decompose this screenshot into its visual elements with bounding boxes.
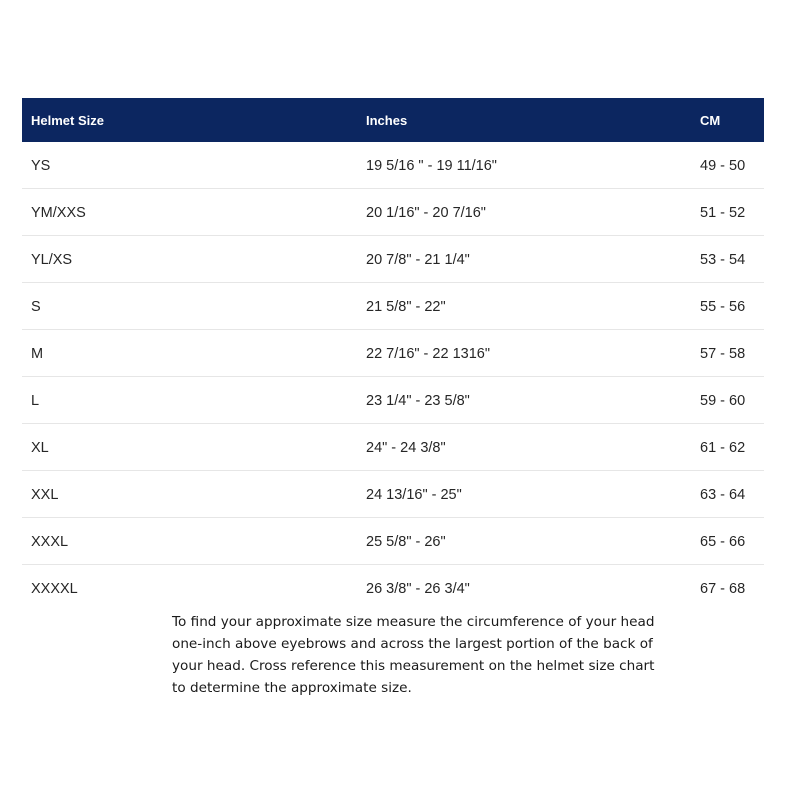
cell-cm: 59 - 60 [700,393,746,409]
table-row [22,518,764,565]
table-body [22,142,764,611]
measurement-instructions: To find your approximate size measure the circumference of your head one-inch above eyebrows and across the largest portion of the back of your head. Cross reference this measurement on the helmet size chart to determine the approximate size. [172,614,655,696]
cell-cm: 49 - 50 [700,158,746,174]
cell-size: XXXL [31,534,69,550]
cell-inches: 22 7/16" - 22 1316" [366,346,490,362]
cell-inches: 19 5/16 " - 19 11/16" [366,158,497,174]
table-row [22,424,764,471]
cell-cm: 63 - 64 [700,487,746,503]
cell-inches: 26 3/8" - 26 3/4" [366,581,470,597]
table-row [22,236,764,283]
cell-size: XXL [31,487,59,503]
cell-inches: 25 5/8" - 26" [366,534,446,550]
cell-size: XXXXL [31,581,78,597]
cell-size: M [31,346,44,362]
cell-size: YS [31,158,51,174]
cell-cm: 67 - 68 [700,581,746,597]
cell-cm: 65 - 66 [700,534,746,550]
cell-cm: 57 - 58 [700,346,746,362]
table-row [22,142,764,189]
cell-cm: 53 - 54 [700,252,746,268]
cell-size: YM/XXS [31,205,86,221]
helmet-size-table [22,98,764,611]
table-row [22,565,764,611]
cell-inches: 23 1/4" - 23 5/8" [366,393,470,409]
cell-cm: 55 - 56 [700,299,746,315]
cell-size: L [31,393,40,409]
cell-cm: 61 - 62 [700,440,746,456]
cell-size: YL/XS [31,252,73,268]
cell-inches: 20 7/8" - 21 1/4" [366,252,470,268]
table-header [22,98,764,142]
header-inches: Inches [366,113,408,128]
cell-cm: 51 - 52 [700,205,746,221]
table-row [22,283,764,330]
header-cm: CM [700,113,721,128]
cell-size: S [31,299,41,315]
cell-inches: 24 13/16" - 25" [366,487,462,503]
cell-inches: 24" - 24 3/8" [366,440,446,456]
table-row [22,471,764,518]
header-helmet-size: Helmet Size [31,113,104,128]
cell-inches: 20 1/16" - 20 7/16" [366,205,486,221]
cell-inches: 21 5/8" - 22" [366,299,446,315]
table-row [22,330,764,377]
table-row [22,377,764,424]
table-row [22,189,764,236]
cell-size: XL [31,440,49,456]
